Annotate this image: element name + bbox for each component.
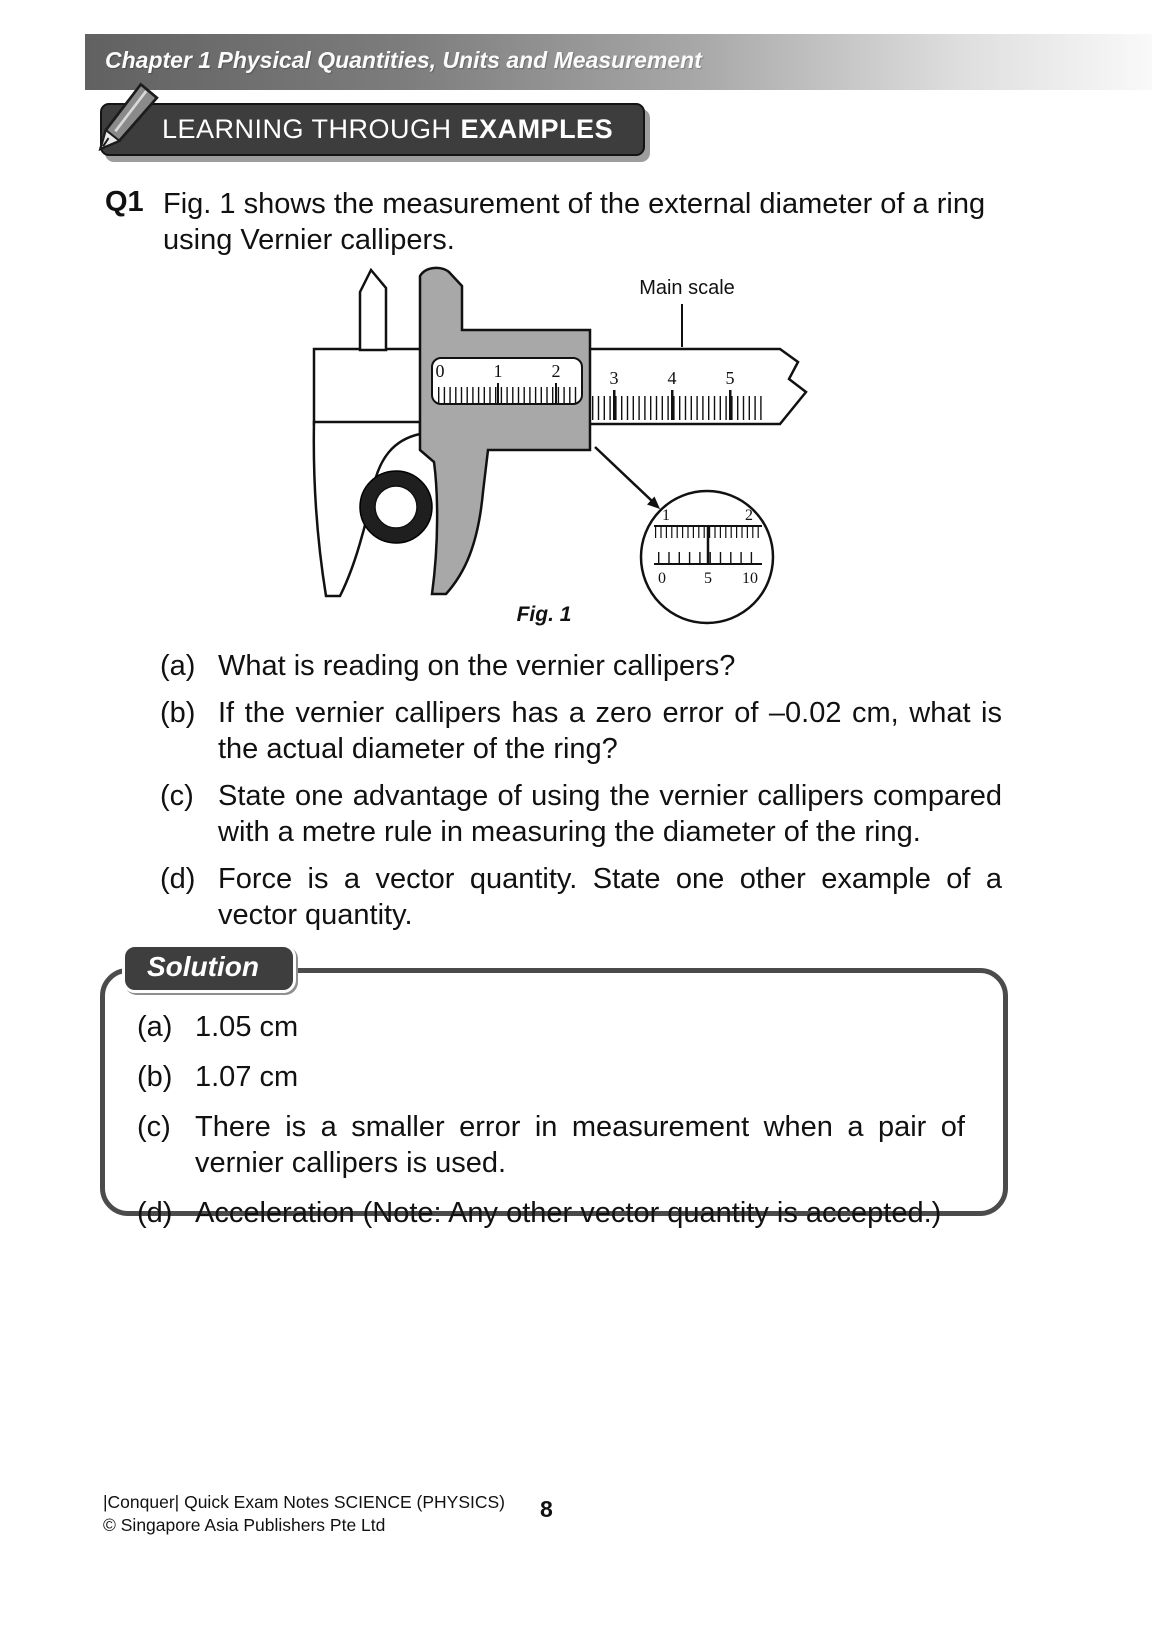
part-text: If the vernier callipers has a zero error of –0.02 cm, what is the actual diameter of the ring?: [218, 697, 1002, 765]
solution-title-tab: Solution: [122, 944, 296, 993]
scale-number-2: 2: [551, 361, 561, 381]
magnified-inset: [641, 491, 773, 623]
inset-main-number-1: 1: [662, 507, 670, 524]
magnifier-arrow: [595, 447, 660, 509]
solution-part-a: [137, 1009, 965, 1045]
solution-parts: [105, 973, 1003, 1231]
solution-label: (b): [137, 1061, 173, 1093]
solution-text: Acceleration (Note: Any other vector quantity is accepted.): [195, 1197, 942, 1229]
solution-label: (a): [137, 1011, 173, 1043]
solution-text: There is a smaller error in measurement when a pair of vernier callipers is used.: [195, 1111, 965, 1179]
figure-vernier-callipers: [292, 264, 822, 647]
question-part-a: [160, 648, 1002, 684]
part-text: State one advantage of using the vernier callipers compared with a metre rule in measuring the diameter of the ring.: [218, 780, 1002, 848]
part-text: What is reading on the vernier callipers?: [218, 650, 736, 682]
badge-text-prefix: LEARNING THROUGH: [162, 114, 452, 144]
question-part-b: [160, 695, 1002, 767]
question-intro: Fig. 1 shows the measurement of the external diameter of a ring using Vernier callipers.: [163, 188, 986, 256]
vernier-callipers-diagram: [292, 264, 822, 642]
part-label: (a): [160, 650, 196, 682]
footer-imprint: [103, 1491, 505, 1537]
figure-caption: Fig. 1: [516, 603, 572, 626]
chapter-header-band: [85, 34, 1152, 90]
question-number: Q1: [105, 186, 144, 218]
page-number: 8: [540, 1496, 553, 1522]
scale-number-1: 1: [493, 361, 503, 381]
solution-part-d: [137, 1195, 965, 1231]
solution-text: 1.05 cm: [195, 1011, 299, 1043]
inset-main-number-2: 2: [745, 507, 753, 524]
solution-label: (c): [137, 1111, 171, 1143]
scale-number-5: 5: [725, 368, 735, 388]
part-label: (c): [160, 780, 194, 812]
inset-vernier-number-5: 5: [704, 570, 712, 587]
question-part-c: [160, 778, 1002, 850]
fixed-inside-jaw: [360, 270, 386, 350]
section-badge-wrap: [100, 103, 645, 156]
scale-number-3: 3: [609, 368, 619, 388]
question-parts: [160, 648, 1002, 944]
part-label: (d): [160, 863, 196, 895]
badge-text-suffix: EXAMPLES: [460, 114, 614, 144]
main-scale-label: Main scale: [639, 277, 735, 299]
question-block: [105, 186, 1007, 258]
solution-text: 1.07 cm: [195, 1061, 299, 1093]
inset-vernier-number-0: 0: [658, 570, 666, 587]
question-part-d: [160, 861, 1002, 933]
inset-vernier-number-10: 10: [742, 570, 758, 587]
ring: [360, 471, 432, 543]
solution-part-c: [137, 1109, 965, 1181]
solution-box: [100, 968, 1008, 1229]
footer-line1: |Conquer| Quick Exam Notes SCIENCE (PHYSICS): [103, 1492, 505, 1512]
part-text: Force is a vector quantity. State one other example of a vector quantity.: [218, 863, 1002, 931]
chapter-title: Chapter 1 Physical Quantities, Units and Measurement: [105, 47, 702, 73]
solution-label: (d): [137, 1197, 173, 1229]
scale-number-4: 4: [667, 368, 677, 388]
learning-through-examples-badge: [100, 103, 645, 156]
solution-part-b: [137, 1059, 965, 1095]
scale-number-0: 0: [435, 361, 445, 381]
part-label: (b): [160, 697, 196, 729]
pen-icon: [80, 79, 164, 173]
footer-line2: © Singapore Asia Publishers Pte Ltd: [103, 1515, 386, 1535]
sliding-jaw: [420, 268, 590, 594]
